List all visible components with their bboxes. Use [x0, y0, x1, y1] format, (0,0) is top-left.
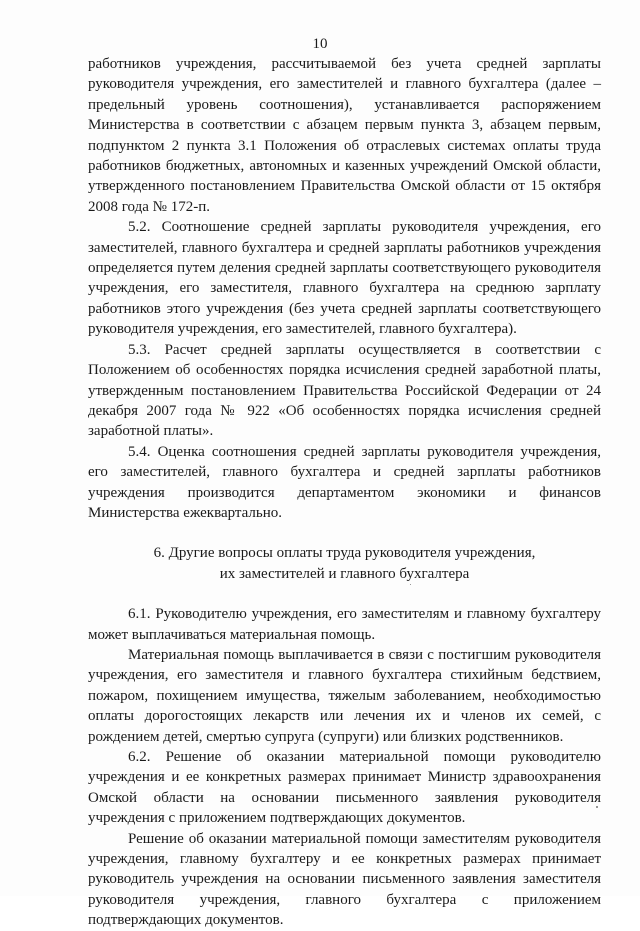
- document-body: [88, 54, 601, 931]
- scan-speck: [410, 584, 411, 585]
- paragraph-6-1: 6.1. Руководителю учреждения, его заместителям и главному бухгалтеру может выплачиваться материальная помощь.: [88, 606, 601, 643]
- section-6-heading-line-2: их заместителей и главного бухгалтера: [219, 565, 470, 582]
- paragraph-material-aid: Материальная помощь выплачивается в связи с постигшим руководителя учреждения, его заместителя и главного бухгалтера стихийным бедствием, пожаром, похищением имущества, тяжелым заболеванием, необходимостью оплаты дорогостоящих лекарств или лечения их и членов их семей, с рождением детей, смертью супруга (супруги) или близких родственников.: [88, 646, 601, 745]
- paragraph-5-4: 5.4. Оценка соотношения средней зарплаты руководителя учреждения, его заместителей, главного бухгалтера и средней зарплаты работников учреждения производится департаментом экономики и финансов Министерства ежеквартально.: [88, 443, 601, 521]
- paragraph-5-3: 5.3. Расчет средней зарплаты осуществляется в соответствии с Положением об особенностях порядка исчисления средней заработной платы, утвержденным постановлением Правительства Российской Федерации от 24 декабря 2007 года № 922 «Об особенностях порядка исчисления средней заработной платы».: [88, 341, 601, 440]
- section-6-heading: [88, 543, 601, 584]
- scan-speck: [596, 806, 598, 808]
- paragraph-deputy-aid: Решение об оказании материальной помощи заместителям руководителя учреждения, главному бухгалтеру и ее конкретных размерах принимает руководитель учреждения на основании письменного заявления заместителя руководителя учреждения, главного бухгалтера с приложением подтверждающих документов.: [88, 830, 601, 929]
- paragraph-5-1-continuation: работников учреждения, рассчитываемой без учета средней зарплаты руководителя учреждения, его заместителей и главного бухгалтера (далее – предельный уровень соотношения), устанавливается распоряжением Министерства в соответствии с абзацем первым пункта 3, абзацем первым, подпунктом 2 пункта 3.1 Положения об отраслевых системах оплаты труда работников бюджетных, автономных и казенных учреждений Омской области, утвержденного постановлением Правительства Омской области от 15 октября 2008 года № 172-п.: [88, 56, 601, 215]
- page-number: 10: [312, 36, 328, 52]
- paragraph-6-2: 6.2. Решение об оказании материальной помощи руководителю учреждения и ее конкретных размерах принимает Министр здравоохранения Омской области на основании письменного заявления руководителя учреждения с приложением подтверждающих документов.: [88, 749, 601, 827]
- section-6-heading-line-1: 6. Другие вопросы оплаты труда руководителя учреждения,: [153, 545, 536, 562]
- paragraph-5-2: 5.2. Соотношение средней зарплаты руководителя учреждения, его заместителей, главного бухгалтера и средней зарплаты работников учреждения определяется путем деления средней зарплаты соответствующего руководителя учреждения, его заместителя, главного бухгалтера на среднюю зарплату работников этого учреждения (без учета средней зарплаты соответствующего руководителя учреждения, его заместителей, главного бухгалтера).: [88, 219, 601, 338]
